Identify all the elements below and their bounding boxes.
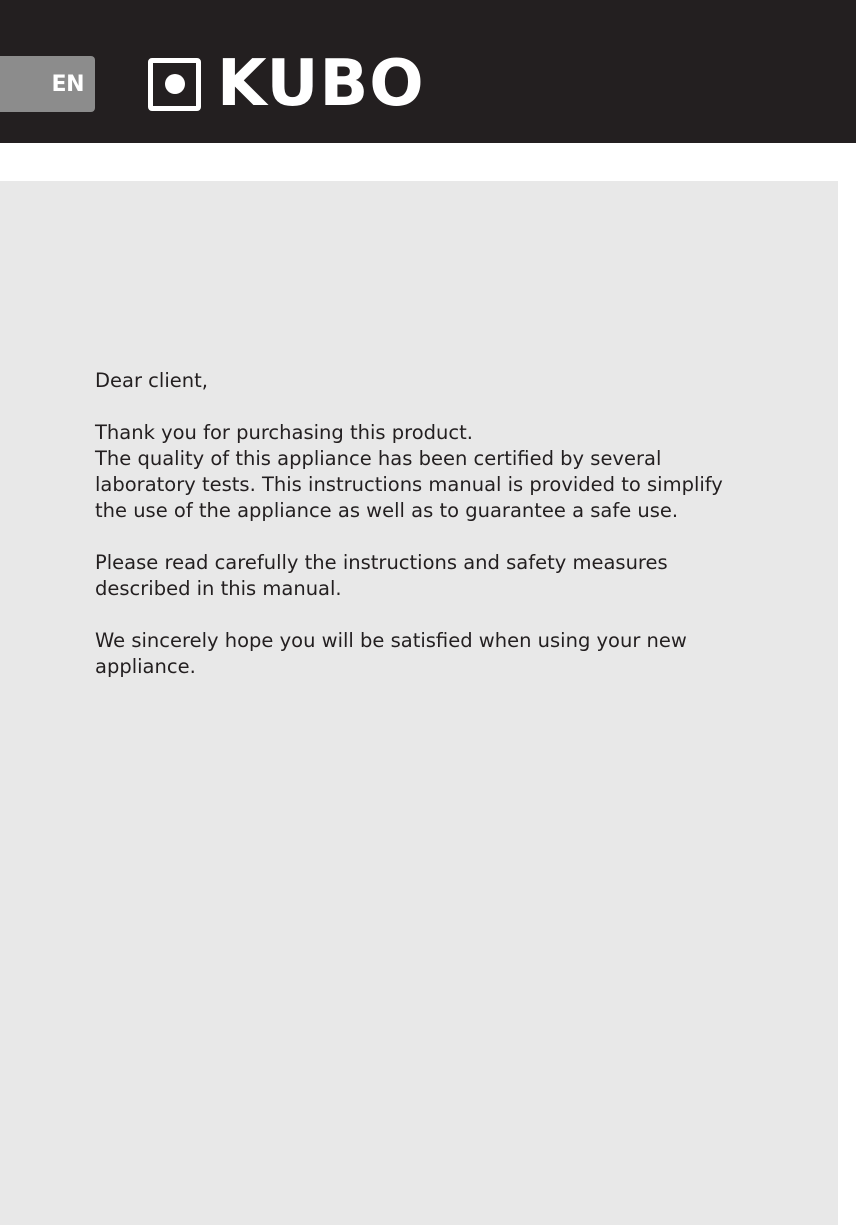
welcome-letter: [95, 368, 795, 706]
brand-name: KUBO: [217, 47, 425, 121]
square-dot-logo-icon: [148, 58, 201, 111]
language-tab: [0, 56, 95, 112]
page-header: [0, 0, 856, 143]
brand-logo: [148, 47, 425, 121]
language-label: EN: [51, 71, 84, 97]
logo-dot: [165, 74, 185, 94]
content-panel: [0, 181, 838, 1225]
letter-paragraph-2: Please read carefully the instructions and safety measures described in this manual.: [95, 551, 668, 600]
letter-paragraph-3: We sincerely hope you will be satisfied when using your new appliance.: [95, 629, 687, 678]
letter-paragraph-1: Thank you for purchasing this product. The quality of this appliance has been certified by several laboratory tests. This instructions manual is provided to simplify the use of the appliance as well as to guarantee a safe use.: [95, 421, 723, 522]
salutation: Dear client,: [95, 369, 208, 392]
